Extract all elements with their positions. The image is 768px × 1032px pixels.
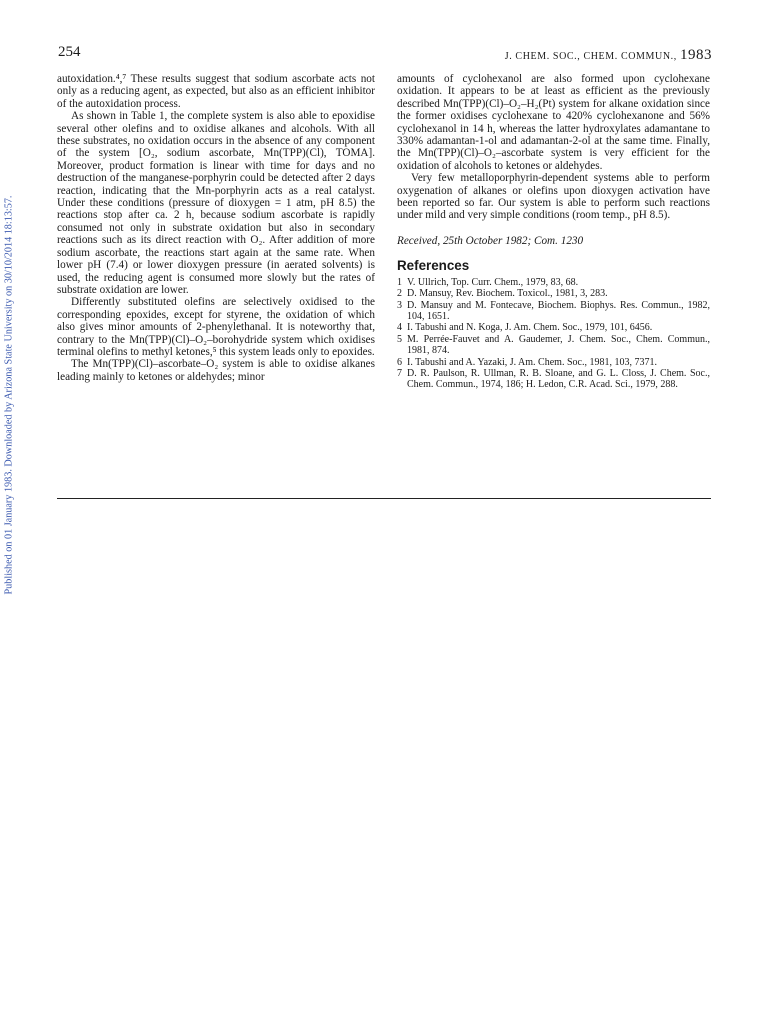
reference-text: D. Mansuy, Rev. Biochem. Toxicol., 1981, 3, 283. [407,288,608,300]
right-column [397,73,710,391]
reference-number: 3 [397,299,402,311]
reference-text: I. Tabushi and N. Koga, J. Am. Chem. Soc., 1979, 101, 6456. [407,322,653,334]
paragraph: Very few metalloporphyrin-dependent systems able to perform oxygenation of alkanes or olefins upon dioxygen activation have been reported so far. Our system is able to perform such reactions under mild and very simple conditions (room temp., pH 8.5). [397,172,710,222]
paragraph: amounts of cyclohexanol are also formed upon cyclohexane oxidation. It appears to be at least as efficient as the previously described Mn(TPP)(Cl)–O₂–H₂(Pt) system for alkane oxidation since the former oxidises cyclohexane to 420% cyclohexanone and 56% cyclohexanol in 14 h, whereas the latter hydroxylates adamantane to 330% adamantan-1-ol and adamantan-2-ol at the same time. Finally, the Mn(TPP)(Cl)–O₂–ascorbate system is very efficient for the oxidation of alcohols to ketones or aldehydes. [397,73,710,172]
reference-item [397,277,710,288]
reference-text: V. Ullrich, Top. Curr. Chem., 1979, 83, 68. [407,276,579,288]
reference-number: 1 [397,276,402,288]
references-heading: References [397,258,470,274]
journal-running-head [505,47,712,64]
page-number: 254 [58,44,81,60]
paragraph: As shown in Table 1, the complete system is also able to epoxidise several other olefins and to oxidise alkanes and alcohols. With all these substrates, no oxidation occurs in the absence of any component of the system [O₂, sodium ascorbate, Mn(TPP)(Cl), TOMA]. Moreover, product formation is linear with time for days and no destruction of the manganese-porphyrin could be detected after 2 days reaction, indicating that the Mn-porphyrin acts as a real catalyst. Under these conditions (pressure of dioxygen = 1 atm, pH 8.5) the reactions stop after ca. 2 h, because sodium ascorbate is rapidly consumed not only in substrate oxidation but also in secondary reactions such as its direct reaction with O₂. After addition of more sodium ascorbate, the reactions start again at the same rate. When lower pH (7.4) or lower dioxygen pressure (in aerated solvents) is used, the reducing agent is consumed more slowly but the rates of substrate oxidation are lower. [57,110,375,296]
received-date: Received, 25th October 1982; Com. 1230 [397,234,584,247]
reference-list [397,277,710,391]
reference-item [397,288,710,299]
reference-number: 6 [397,356,402,368]
reference-text: D. R. Paulson, R. Ullman, R. B. Sloane, and G. L. Closs, J. Chem. Soc., Chem. Commun., 1974, 186; H. Ledon, C.R. Acad. Sci., 1979, 288. [407,367,710,391]
reference-number: 2 [397,288,402,300]
reference-item [397,300,710,323]
reference-text: D. Mansuy and M. Fontecave, Biochem. Biophys. Res. Commun., 1982, 104, 1651. [407,299,710,322]
journal-title: J. CHEM. SOC., CHEM. COMMUN., [504,51,677,62]
reference-item [397,368,710,391]
reference-number: 7 [397,367,402,379]
reference-number: 4 [397,322,402,334]
reference-item [397,334,710,357]
download-note-text: Published on 01 January 1983. Downloaded by Arizona State University on 30/10/2014 18:13:57. [3,195,15,595]
paragraph: The Mn(TPP)(Cl)–ascorbate–O₂ system is able to oxidise alkanes leading mainly to ketones or aldehydes; minor [57,358,375,383]
left-column [57,73,375,383]
journal-year: 1983 [680,47,712,63]
footer-rule [57,498,711,499]
reference-text: I. Tabushi and A. Yazaki, J. Am. Chem. Soc., 1981, 103, 7371. [407,356,657,368]
reference-item [397,322,710,333]
paragraph: Differently substituted olefins are selectively oxidised to the corresponding epoxides, except for styrene, the oxidation of which also gives minor amounts of 2-phenylethanal. It is noteworthy that, contrary to the Mn(TPP)(Cl)–O₂–borohydride system which oxidises terminal olefins to methyl ketones,⁵ this system leads only to epoxides. [57,296,375,358]
reference-number: 5 [397,333,402,345]
paragraph: autoxidation.⁴,⁷ These results suggest that sodium ascorbate acts not only as a reducing agent, as expected, but also as an efficient inhibitor of the autoxidation process. [57,73,375,110]
reference-item [397,357,710,368]
download-watermark [0,160,18,630]
reference-text: M. Perrée-Fauvet and A. Gaudemer, J. Chem. Soc., Chem. Commun., 1981, 874. [407,333,710,357]
